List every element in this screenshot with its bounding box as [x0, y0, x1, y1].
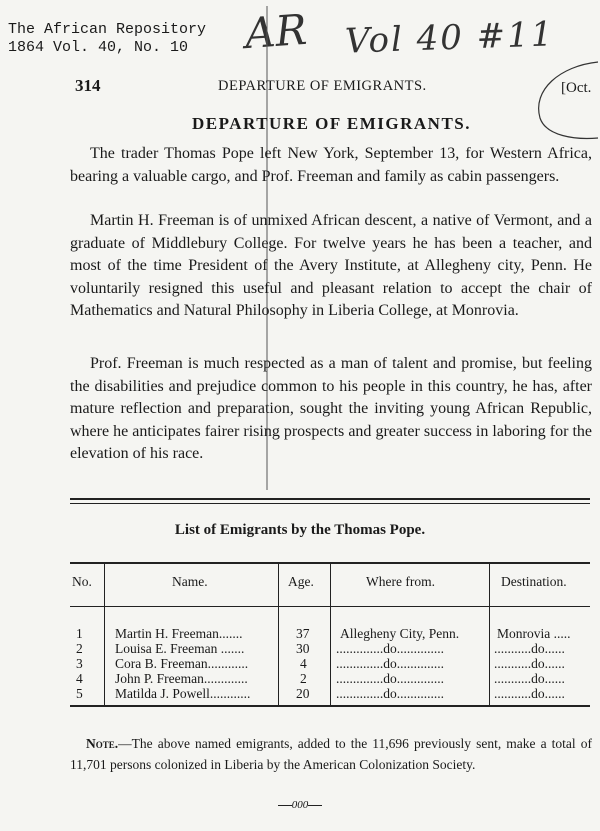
col-header-where-from: Where from.: [366, 574, 435, 589]
row-from: ..............do..............: [336, 671, 444, 686]
row-name: Martin H. Freeman.......: [115, 626, 243, 641]
table-col-divider: [278, 563, 279, 705]
article-paragraph-2: Martin H. Freeman is of unmixed African descent, a native of Vermont, and a graduate of Middlebury College. For twelve years he has been a teacher, and most of the time President of the Avery Institute, at Allegheny city, Penn. He voluntarily resigned this useful and pleasant relation to accept the chair of Mathematics and Natural Philosophy in Liberia College, at Monrovia.: [70, 212, 592, 319]
end-mark: 000: [270, 799, 330, 811]
row-destination: ...........do......: [494, 641, 565, 656]
table-col-divider: [104, 563, 105, 705]
article-paragraph-1: The trader Thomas Pope left New York, September 13, for Western Africa, bearing a valuable cargo, and Prof. Freeman and family as cabin passengers.: [70, 145, 592, 185]
footnote: [70, 734, 592, 775]
row-name: Louisa E. Freeman .......: [115, 641, 245, 656]
row-from: ..............do..............: [336, 656, 444, 671]
table-col-divider: [489, 563, 490, 705]
row-destination: ...........do......: [494, 656, 565, 671]
row-age: 20: [296, 686, 310, 701]
row-no: 4: [76, 671, 83, 686]
section-rule-top: [70, 498, 590, 500]
table-col-divider: [330, 563, 331, 705]
archive-label-volume: 1864 Vol. 40, No. 10: [8, 39, 189, 56]
section-rule-bottom: [70, 503, 590, 504]
archive-label-title: The African Repository: [8, 21, 207, 38]
page-number: 314: [75, 76, 101, 95]
row-from: ..............do..............: [336, 641, 444, 656]
row-age: 2: [300, 671, 307, 686]
running-header-month: [Oct.: [561, 80, 592, 96]
col-header-no: No.: [72, 574, 92, 589]
article-paragraph-3: Prof. Freeman is much respected as a man of talent and promise, but feeling the disabilities and prejudice common to his people in this country, he has, after mature reflection and preparation, sought the inviting young African Republic, where he anticipates fairer rising prospects and greater success in laboring for the elevation of his race.: [70, 355, 592, 462]
row-no: 2: [76, 641, 83, 656]
row-destination: ...........do......: [494, 686, 565, 701]
emigrant-table-title: List of Emigrants by the Thomas Pope.: [174, 522, 426, 538]
row-destination: ...........do......: [494, 671, 565, 686]
handwritten-initials: AR: [243, 4, 309, 59]
row-name: Cora B. Freeman............: [115, 656, 249, 671]
margin-arc-mark: [539, 62, 598, 138]
handwritten-volume-note: Vol 40 #11: [344, 14, 556, 62]
col-header-name: Name.: [172, 574, 208, 589]
row-no: 3: [76, 656, 83, 671]
row-no: 5: [76, 686, 83, 701]
row-age: 37: [296, 626, 310, 641]
col-header-age: Age.: [288, 574, 314, 589]
running-header-title: DEPARTURE OF EMIGRANTS.: [218, 78, 427, 94]
row-from: ..............do..............: [336, 686, 444, 701]
row-no: 1: [76, 626, 83, 641]
footnote-label: Note.: [86, 736, 119, 751]
footnote-text: —The above named emigrants, added to the 11,696 previously sent, make a total of 11,701 persons colonized in Liberia by the American Colonization Society.: [70, 736, 592, 772]
row-name: Matilda J. Powell............: [115, 686, 251, 701]
table-bottom-rule: [70, 705, 590, 707]
row-age: 30: [296, 641, 310, 656]
row-from: Allegheny City, Penn.: [340, 626, 460, 641]
row-age: 4: [300, 656, 307, 671]
article-title: DEPARTURE OF EMIGRANTS.: [192, 114, 471, 133]
row-name: John P. Freeman.............: [115, 671, 248, 686]
col-header-destination: Destination.: [501, 574, 567, 589]
row-destination: Monrovia .....: [497, 626, 571, 641]
